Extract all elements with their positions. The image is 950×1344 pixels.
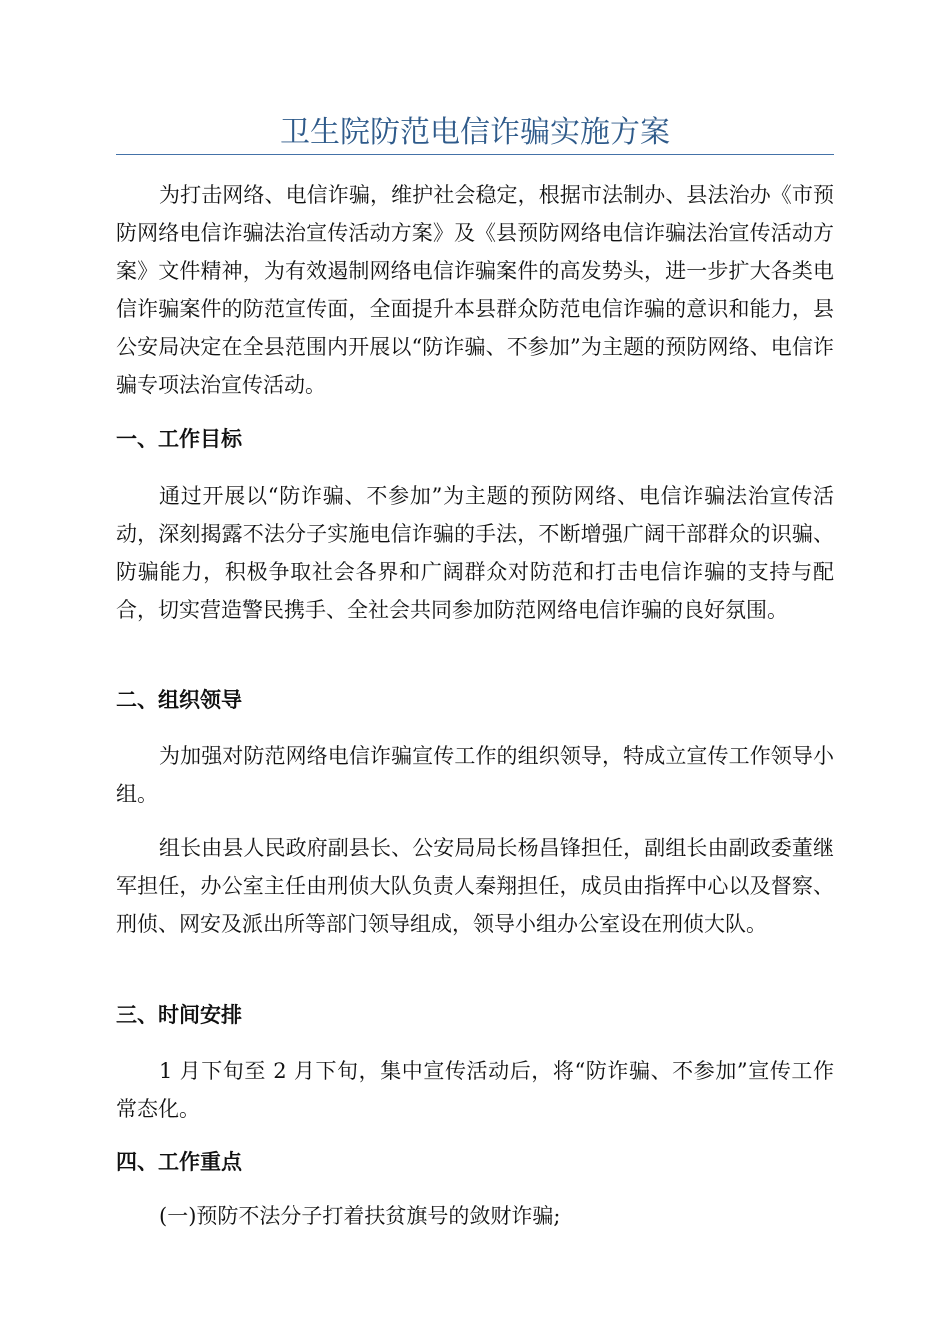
- title-underline: [116, 154, 834, 155]
- intro-paragraph: 为打击网络、电信诈骗，维护社会稳定，根据市法制办、县法治办《市预防网络电信诈骗法治宣传活动方案》及《县预防网络电信诈骗法治宣传活动方案》文件精神，为有效遏制网络电信诈骗案件的高发势头，进一步扩大各类电信诈骗案件的防范宣传面，全面提升本县群众防范电信诈骗的意识和能力，县公安局决定在全县范围内开展以“防诈骗、不参加”为主题的预防网络、电信诈骗专项法治宣传活动。: [116, 183, 834, 397]
- goals-paragraph: 通过开展以“防诈骗、不参加”为主题的预防网络、电信诈骗法治宣传活动，深刻揭露不法分子实施电信诈骗的手法，不断增强广阔干部群众的识骗、防骗能力，积极争取社会各界和广阔群众对防范和打击电信诈骗的支持与配合，切实营造警民携手、全社会共同参加防范网络电信诈骗的良好氛围。: [116, 484, 834, 622]
- section-heading-priorities: 四、工作重点: [116, 1150, 242, 1174]
- document-title: 卫生院防范电信诈骗实施方案: [280, 115, 670, 150]
- organization-paragraph-1: 为加强对防范网络电信诈骗宣传工作的组织领导，特成立宣传工作领导小组。: [116, 744, 834, 806]
- schedule-paragraph: 1 月下旬至 2 月下旬，集中宣传活动后，将“防诈骗、不参加”宣传工作常态化。: [116, 1059, 834, 1121]
- organization-paragraph-2: 组长由县人民政府副县长、公安局局长杨昌锋担任，副组长由副政委董继军担任，办公室主任由刑侦大队负责人秦翔担任，成员由指挥中心以及督察、刑侦、网安及派出所等部门领导组成，领导小组办公室设在刑侦大队。: [116, 836, 834, 936]
- section-heading-goals: 一、工作目标: [116, 427, 242, 451]
- priorities-item-1: (一)预防不法分子打着扶贫旗号的敛财诈骗;: [159, 1204, 561, 1228]
- section-heading-organization: 二、组织领导: [116, 688, 242, 712]
- section-heading-schedule: 三、时间安排: [116, 1003, 242, 1027]
